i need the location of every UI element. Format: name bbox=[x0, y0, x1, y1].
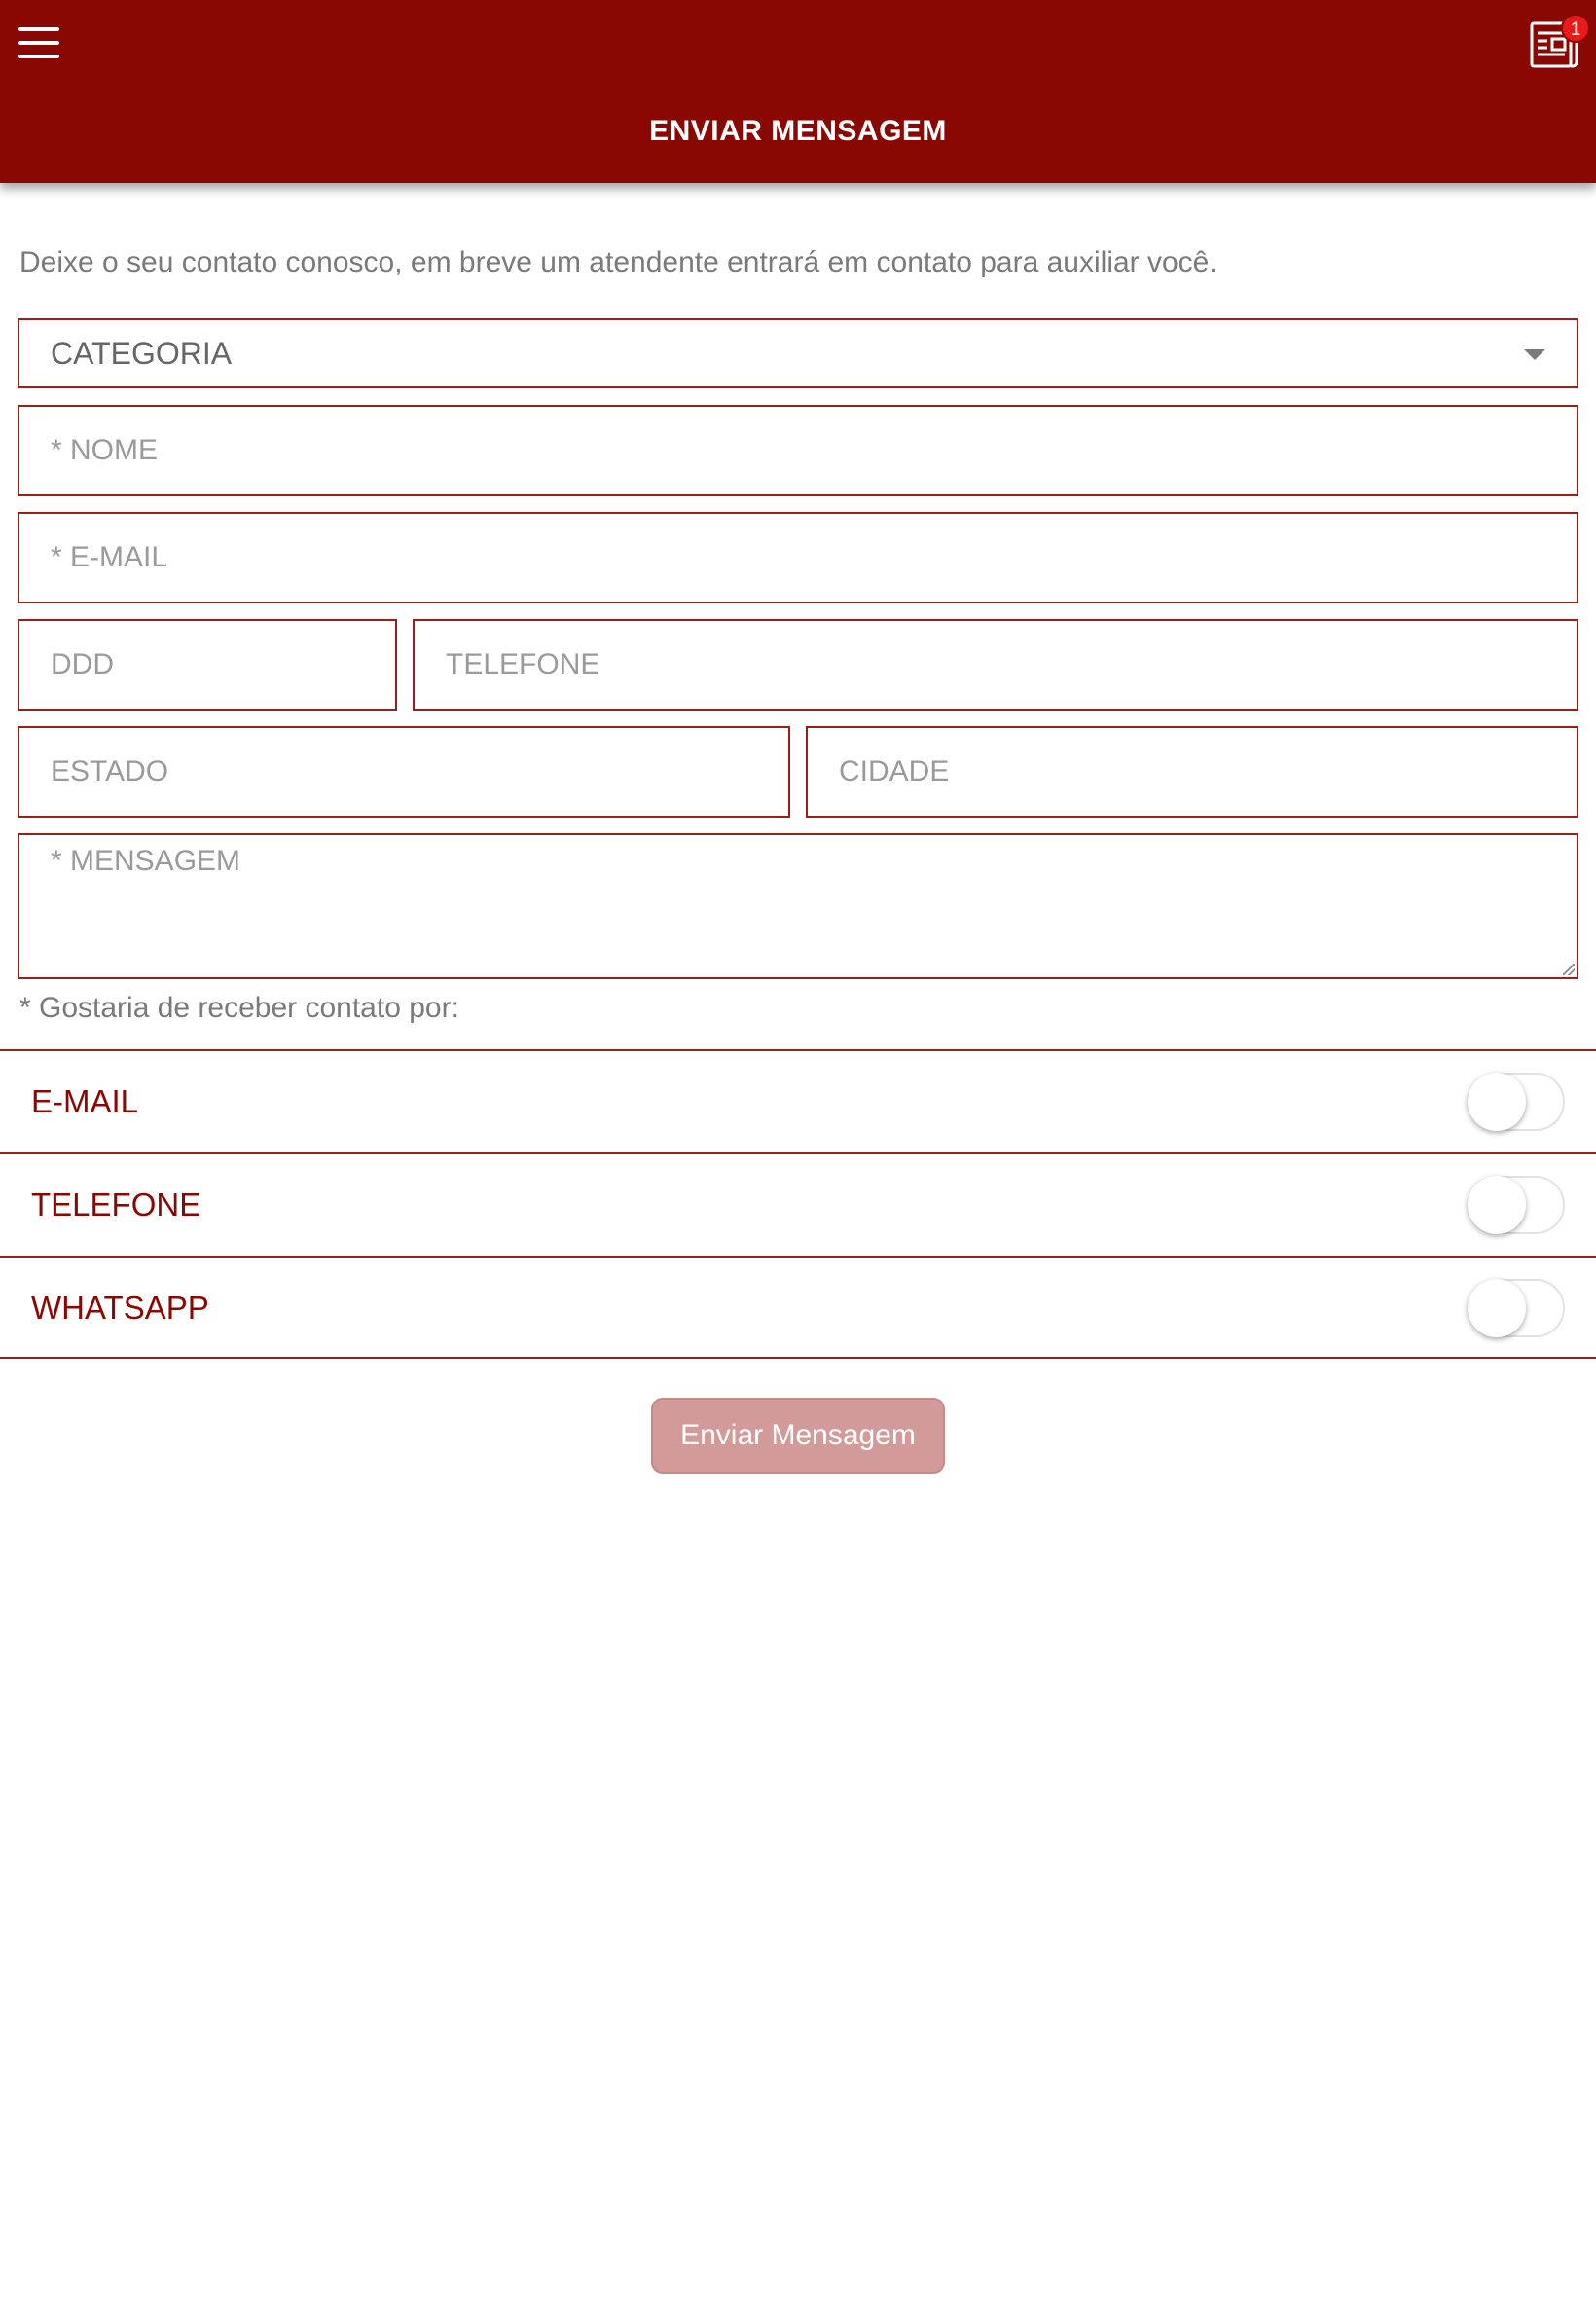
name-input[interactable] bbox=[51, 407, 1577, 494]
toggle-knob bbox=[1468, 1279, 1526, 1337]
city-input[interactable] bbox=[839, 728, 1577, 816]
email-input[interactable] bbox=[51, 514, 1577, 602]
state-field[interactable] bbox=[18, 726, 790, 818]
menu-bar bbox=[18, 55, 59, 58]
hamburger-menu-icon[interactable] bbox=[10, 14, 68, 72]
ddd-field[interactable] bbox=[18, 619, 397, 711]
category-select[interactable] bbox=[18, 318, 1578, 388]
toggle-knob bbox=[1468, 1176, 1526, 1234]
category-select-value: CATEGORIA bbox=[51, 335, 233, 371]
state-input[interactable] bbox=[51, 728, 788, 816]
notification-badge: 1 bbox=[1561, 14, 1590, 43]
message-textarea[interactable] bbox=[51, 845, 1577, 977]
menu-bar bbox=[18, 41, 59, 45]
send-message-button[interactable]: Enviar Mensagem bbox=[651, 1398, 945, 1474]
contact-option-label: TELEFONE bbox=[31, 1186, 201, 1222]
email-field[interactable] bbox=[18, 512, 1578, 603]
ddd-input[interactable] bbox=[51, 621, 395, 709]
contact-option-label: E-MAIL bbox=[31, 1083, 139, 1119]
name-field[interactable] bbox=[18, 405, 1578, 496]
message-field[interactable] bbox=[18, 833, 1578, 979]
email-toggle[interactable] bbox=[1468, 1073, 1565, 1131]
page-title: ENVIAR MENSAGEM bbox=[649, 115, 947, 147]
phone-input[interactable] bbox=[446, 621, 1577, 709]
contact-option-whatsapp[interactable] bbox=[0, 1256, 1596, 1359]
contact-preference-label: * Gostaria de receber contato por: bbox=[19, 992, 459, 1024]
city-field[interactable] bbox=[806, 726, 1578, 818]
menu-bar bbox=[18, 27, 59, 31]
phone-toggle[interactable] bbox=[1468, 1176, 1565, 1234]
toggle-knob bbox=[1468, 1073, 1526, 1131]
whatsapp-toggle[interactable] bbox=[1468, 1279, 1565, 1337]
resize-handle-icon[interactable] bbox=[1563, 964, 1575, 975]
contact-option-label: WHATSAPP bbox=[31, 1290, 209, 1326]
caret-down-icon bbox=[1524, 349, 1545, 360]
intro-text: Deixe o seu contato conosco, em breve um atendente entrará em contato para auxiliar você. bbox=[19, 246, 1217, 278]
news-button[interactable] bbox=[1526, 14, 1584, 72]
contact-option-email[interactable] bbox=[0, 1049, 1596, 1152]
phone-field[interactable] bbox=[413, 619, 1578, 711]
app-header bbox=[0, 0, 1596, 183]
contact-option-phone[interactable] bbox=[0, 1152, 1596, 1256]
